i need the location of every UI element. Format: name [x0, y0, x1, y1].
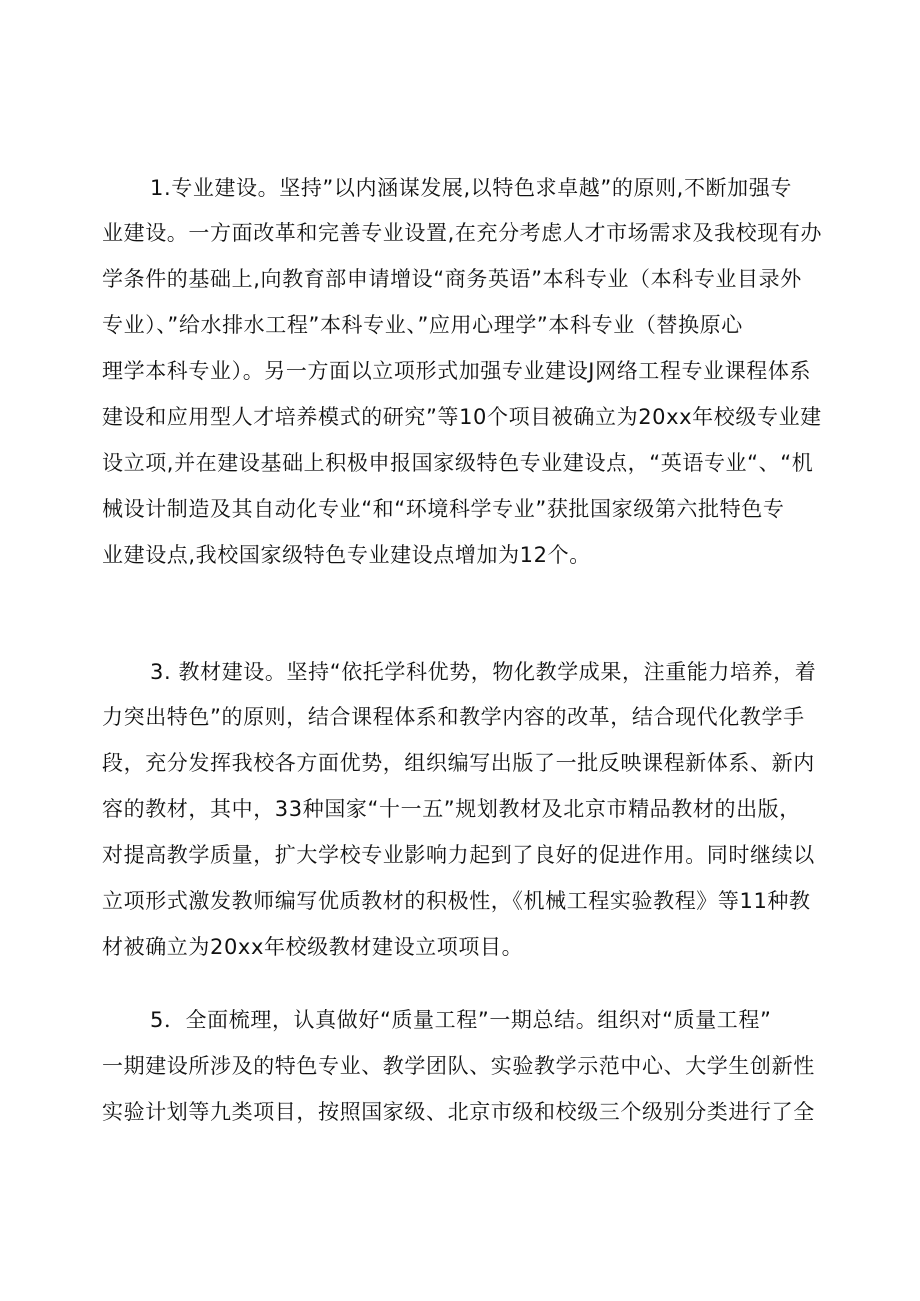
paragraph-line: 力突出特色”的原则，结合课程体系和教学内容的改革，结合现代化教学手 — [102, 705, 805, 729]
paragraph-line: 一期建设所涉及的特色专业、教学团队、实验教学示范中心、大学生创新性 — [102, 1054, 815, 1078]
paragraph-line: 3. 教材建设。坚持“依托学科优势，物化教学成果，注重能力培养，着 — [150, 660, 817, 684]
paragraph-line: 1.专业建设。坚持”以内涵谋发展,以特色求卓越”的原则,不断加强专 — [150, 176, 792, 200]
paragraph-line: 理学本科专业）。另一方面以立项形式加强专业建设J网络工程专业课程体系 — [102, 359, 812, 383]
paragraph-line: 设立项,并在建设基础上积极申报国家级特色专业建设点，“英语专业“、“机 — [102, 451, 814, 475]
paragraph-line: 段，充分发挥我校各方面优势，组织编写出版了一批反映课程新体系、新内 — [102, 751, 815, 775]
paragraph-line: 业建设。一方面改革和完善专业设置,在充分考虑人才市场需求及我校现有办 — [102, 221, 823, 245]
paragraph-line: 建设和应用型人才培养模式的研究”等10个项目被确立为20xx年校级专业建 — [102, 405, 822, 429]
paragraph-line: 专业）、”给水排水工程”本科专业、”应用心理学”本科专业（替换原心 — [102, 313, 743, 337]
paragraph-line: 械设计制造及其自动化专业“和“环境科学专业”获批国家级第六批特色专 — [102, 497, 785, 521]
paragraph-line: 立项形式激发教师编写优质教材的积极性，《机械工程实验教程》等11种教 — [102, 889, 811, 913]
paragraph-line: 对提高教学质量，扩大学校专业影响力起到了良好的促进作用。同时继续以 — [102, 843, 815, 867]
paragraph-line: 材被确立为20xx年校级教材建设立项项目。 — [102, 935, 524, 959]
paragraph-line: 5．全面梳理，认真做好“质量工程”一期总结。组织对“质量工程” — [150, 1008, 772, 1032]
paragraph-line: 学条件的基础上,向教育部申请增设“商务英语”本科专业（本科专业目录外 — [102, 267, 802, 291]
paragraph-line: 容的教材，其中，33种国家“十一五”规划教材及北京市精品教材的出版， — [102, 797, 801, 821]
paragraph-line: 实验计划等九类项目，按照国家级、北京市级和校级三个级别分类进行了全 — [102, 1100, 815, 1124]
paragraph-line: 业建设点,我校国家级特色专业建设点增加为12个。 — [102, 543, 591, 567]
